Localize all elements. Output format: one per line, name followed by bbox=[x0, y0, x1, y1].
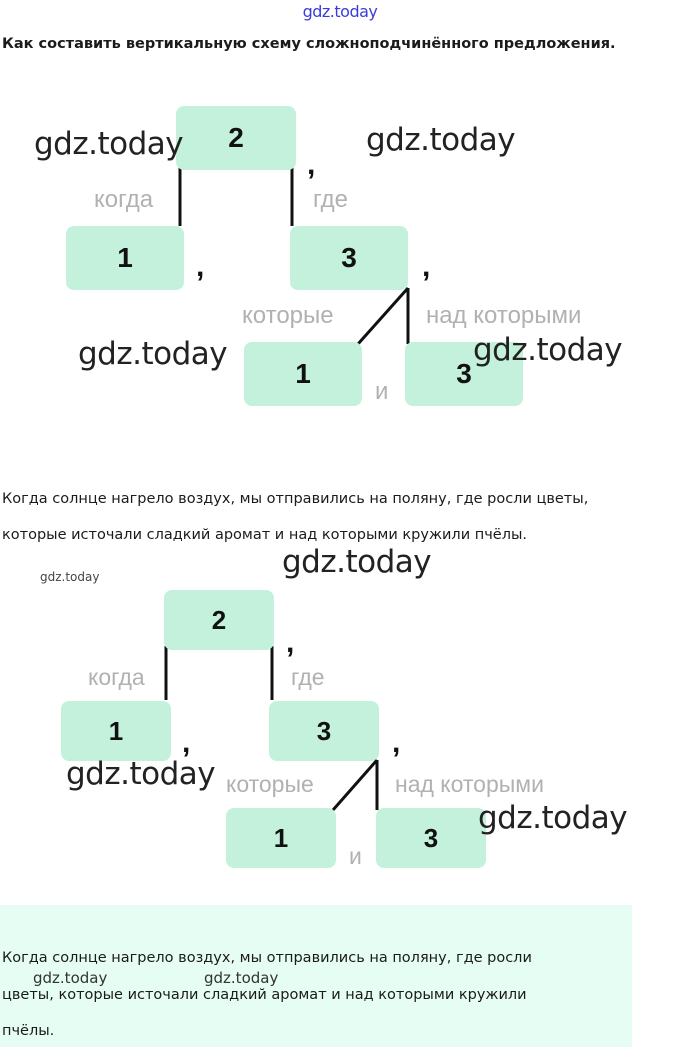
comma-mark: , bbox=[182, 726, 191, 759]
box-sub-clause-right: 3 bbox=[290, 226, 408, 290]
watermark: gdz.today bbox=[366, 122, 516, 158]
conjunction-gde: где bbox=[291, 664, 325, 690]
watermark: gdz.today bbox=[34, 126, 184, 162]
box-sub-clause-left: 1 bbox=[66, 226, 184, 290]
comma-mark: , bbox=[286, 626, 295, 659]
conjunction-kogda: когда bbox=[88, 664, 145, 690]
box-sub-clause-bottom-left: 1 bbox=[226, 808, 336, 868]
comma-mark: , bbox=[307, 148, 316, 181]
watermark: gdz.today bbox=[204, 969, 279, 987]
watermark: gdz.today bbox=[478, 800, 628, 836]
conjunction-gde: где bbox=[313, 186, 349, 213]
top-watermark: gdz.today bbox=[302, 2, 378, 21]
box-main-clause: 2 bbox=[176, 106, 296, 170]
box-sub-clause-right: 3 bbox=[269, 701, 379, 761]
watermark: gdz.today bbox=[78, 336, 228, 372]
conjunction-i: и bbox=[375, 378, 389, 405]
box-sub-clause-bottom-right: 3 bbox=[405, 342, 523, 406]
conjunction-nad-kotorymi: над которыми bbox=[395, 771, 544, 797]
conjunction-kotorye: которые bbox=[226, 771, 314, 797]
watermark: gdz.today bbox=[66, 756, 216, 792]
comma-mark: , bbox=[196, 250, 205, 283]
box-sub-clause-bottom-left: 1 bbox=[244, 342, 362, 406]
box-sub-clause-bottom-right: 3 bbox=[376, 808, 486, 868]
comma-mark: , bbox=[392, 726, 401, 759]
box-main-clause: 2 bbox=[164, 590, 274, 650]
example-sentence-line: Когда солнце нагрело воздух, мы отправились на поляну, где росли цветы, bbox=[2, 491, 589, 507]
page-heading: Как составить вертикальную схему сложноподчинённого предложения. bbox=[2, 36, 616, 52]
watermark: gdz.today bbox=[473, 332, 623, 368]
comma-mark: , bbox=[422, 250, 431, 283]
example-sentence-line: которые источали сладкий аромат и над которыми кружили пчёлы. bbox=[2, 527, 528, 543]
answer-sentence-line: цветы, которые источали сладкий аромат и над которыми кружили bbox=[2, 987, 527, 1003]
conjunction-i: и bbox=[349, 843, 362, 869]
conjunction-nad-kotorymi: над которыми bbox=[426, 302, 582, 329]
watermark: gdz.today bbox=[282, 544, 432, 580]
box-sub-clause-left: 1 bbox=[61, 701, 171, 761]
answer-sentence-line: пчёлы. bbox=[2, 1023, 55, 1039]
answer-sentence-line: Когда солнце нагрело воздух, мы отправились на поляну, где росли bbox=[2, 950, 532, 966]
conjunction-kotorye: которые bbox=[242, 302, 334, 329]
watermark: gdz.today bbox=[33, 969, 108, 987]
watermark: gdz.today bbox=[40, 570, 100, 584]
conjunction-kogda: когда bbox=[94, 186, 154, 213]
